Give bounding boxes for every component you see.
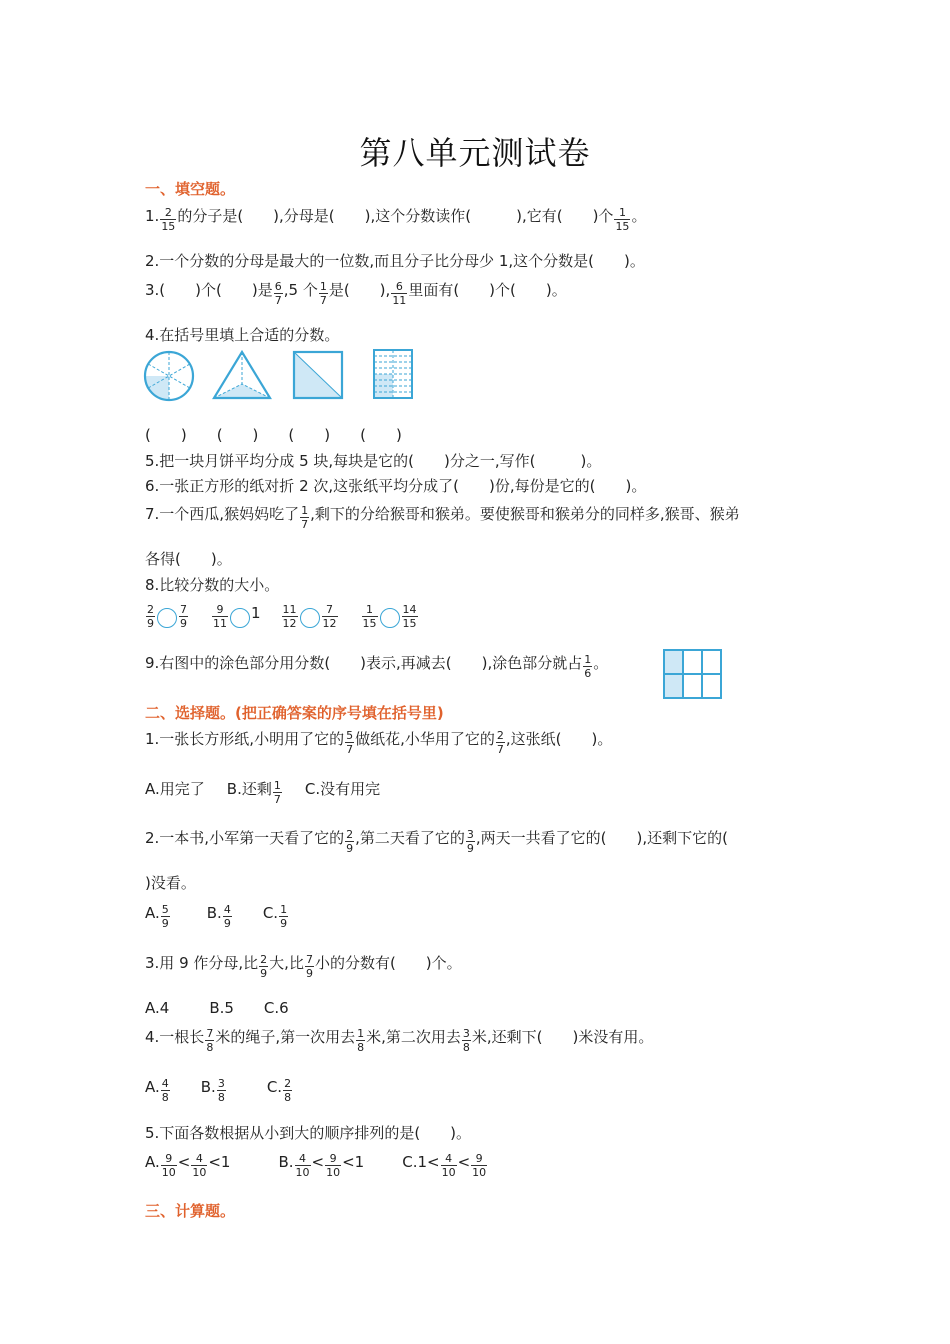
circle-fraction-figure [143,350,197,402]
choice-question-1-options [145,779,380,806]
fraction: $\frac{9}{10}$ [326,1152,341,1179]
choice-question-1: 1.一张长方形纸,小明用了它的 $\frac{5}{7}$ 做纸花,小华用了它的 $\frac{2}{7}$ ,这张纸( )。 [145,729,613,756]
option-b[interactable]: B.还剩 $\frac{1}{7}$ [226,779,281,806]
fraction: $\frac{2}{9}$ [260,953,268,980]
choice-question-2-options [145,903,289,930]
option-b[interactable]: B. $\frac{4}{9}$ [206,903,231,930]
question-7: 7.一个西瓜,猴妈妈吃了 $\frac{1}{7}$ ,剩下的分给猴哥和猴弟。要使猴哥和猴弟分的同样多,猴哥、猴弟 [145,504,740,531]
compare-circle[interactable] [230,608,250,628]
compare-circle[interactable] [300,608,320,628]
fraction: $\frac{14}{15}$ [402,603,417,630]
option-b[interactable]: B. $\frac{4}{10}$ < $\frac{9}{10}$ <1 [278,1152,365,1179]
fraction: $\frac{9}{11}$ [213,603,227,630]
fraction: $\frac{1}{7}$ [273,779,281,806]
choice-question-2-continued: )没看。 [145,874,196,892]
fraction: $\frac{5}{7}$ [346,729,354,756]
fraction: $\frac{1}{9}$ [280,903,288,930]
question-4-answer-blanks[interactable]: ( ) ( ) ( ) ( ) [145,426,402,444]
section-heading-calculation: 三、计算题。 [145,1202,236,1220]
choice-question-4-options [145,1077,293,1104]
fraction: $\frac{1}{15}$ [362,603,377,630]
fraction: $\frac{2}{7}$ [496,729,504,756]
fraction: $\frac{1}{6}$ [584,653,592,680]
question-6: 6.一张正方形的纸对折 2 次,这张纸平均分成了( )份,每份是它的( )。 [145,477,647,495]
fraction: $\frac{9}{10}$ [161,1152,176,1179]
fraction: $\frac{3}{8}$ [217,1077,225,1104]
fraction: $\frac{4}{10}$ [441,1152,456,1179]
fraction: $\frac{4}{9}$ [223,903,231,930]
compare-circle[interactable] [157,608,177,628]
grid-shaded-figure [662,648,724,700]
fraction: $\frac{3}{9}$ [466,828,474,855]
fraction: $\frac{1}{8}$ [357,1027,365,1054]
triangle-fraction-figure [212,350,272,400]
choice-question-2: 2.一本书,小军第一天看了它的 $\frac{2}{9}$ ,第二天看了它的 $\frac{3}{9}$ ,两天一共看了它的( ),还剩下它的( [145,828,728,855]
question-5: 5.把一块月饼平均分成 5 块,每块是它的( )分之一,写作( )。 [145,452,602,470]
choice-question-3-options [145,998,289,1018]
question-3: 3.( )个( )是 $\frac{6}{7}$ ,5 个 $\frac{1}{7}$ 是( ), $\frac{6}{11}$ 里面有( )个( )。 [145,280,567,307]
fraction: $\frac{2}{9}$ [346,828,354,855]
fraction: $\frac{4}{10}$ [192,1152,207,1179]
fraction: $\frac{7}{9}$ [305,953,313,980]
square-fraction-figure [292,350,344,400]
option-a[interactable]: A. $\frac{9}{10}$ < $\frac{4}{10}$ <1 [145,1152,231,1179]
rectangle-grid-fraction-figure [372,348,414,400]
option-a[interactable]: A.4 [145,999,170,1017]
question-1: 1. $\frac{2}{15}$ 的分子是( ),分母是( ),这个分数读作( ),它有( )个 $\frac{1}{15}$ 。 [145,206,647,233]
fraction: $\frac{4}{10}$ [295,1152,310,1179]
option-a[interactable]: A.用完了 [145,780,205,798]
fraction: $\frac{5}{9}$ [161,903,169,930]
option-c[interactable]: C.1< $\frac{4}{10}$ < $\frac{9}{10}$ [402,1152,487,1179]
fraction: $\frac{9}{10}$ [472,1152,487,1179]
fraction: $\frac{6}{7}$ [274,280,282,307]
question-7-continued: 各得( )。 [145,550,232,568]
choice-question-3: 3.用 9 作分母,比 $\frac{2}{9}$ 大,比 $\frac{7}{9}$ 小的分数有( )个。 [145,953,462,980]
fraction: $\frac{1}{7}$ [301,504,309,531]
section-heading-choice: 二、选择题。(把正确答案的序号填在括号里) [145,704,444,722]
fraction: $\frac{7}{12}$ [322,603,337,630]
fraction: $\frac{7}{8}$ [206,1027,214,1054]
option-c[interactable]: C. $\frac{1}{9}$ [262,903,288,930]
choice-question-5-options [145,1152,488,1179]
fraction: $\frac{2}{9}$ [147,603,154,630]
option-a[interactable]: A. $\frac{5}{9}$ [145,903,169,930]
option-c[interactable]: C. $\frac{2}{8}$ [266,1077,292,1104]
page-title: 第八单元测试卷 [359,134,591,172]
fraction: $\frac{4}{8}$ [161,1077,169,1104]
section-heading-fill-in: 一、填空题。 [145,180,236,198]
fraction: $\frac{3}{8}$ [462,1027,470,1054]
fraction: $\frac{2}{15}$ [161,206,176,233]
option-b[interactable]: B. $\frac{3}{8}$ [200,1077,225,1104]
fraction: $\frac{11}{12}$ [282,603,297,630]
compare-circle[interactable] [380,608,400,628]
fraction: $\frac{6}{11}$ [392,280,407,307]
fraction: $\frac{1}{15}$ [615,206,630,233]
fraction: $\frac{1}{7}$ [319,280,327,307]
option-c[interactable]: C.6 [263,999,289,1017]
question-8-comparisons: $\frac{2}{9}$ $\frac{7}{9}$ $\frac{9}{11}$ 1 $\frac{11}{12}$ $\frac{7}{12}$ $\frac{1}{15}$ $\frac{14}{15}$ [147,603,417,630]
option-c[interactable]: C.没有用完 [304,780,381,798]
option-b[interactable]: B.5 [209,999,234,1017]
question-4: 4.在括号里填上合适的分数。 [145,326,340,344]
option-a[interactable]: A. $\frac{4}{8}$ [145,1077,169,1104]
fraction: $\frac{7}{9}$ [180,603,187,630]
question-8: 8.比较分数的大小。 [145,576,280,594]
fraction: $\frac{2}{8}$ [284,1077,292,1104]
question-2: 2.一个分数的分母是最大的一位数,而且分子比分母少 1,这个分数是( )。 [145,252,645,270]
choice-question-5: 5.下面各数根据从小到大的顺序排列的是( )。 [145,1124,472,1142]
question-9: 9.右图中的涂色部分用分数( )表示,再减去( ),涂色部分就占 $\frac{1}{6}$ 。 [145,653,609,680]
choice-question-4: 4.一根长 $\frac{7}{8}$ 米的绳子,第一次用去 $\frac{1}{8}$ 米,第二次用去 $\frac{3}{8}$ 米,还剩下( )米没有用。 [145,1027,654,1054]
